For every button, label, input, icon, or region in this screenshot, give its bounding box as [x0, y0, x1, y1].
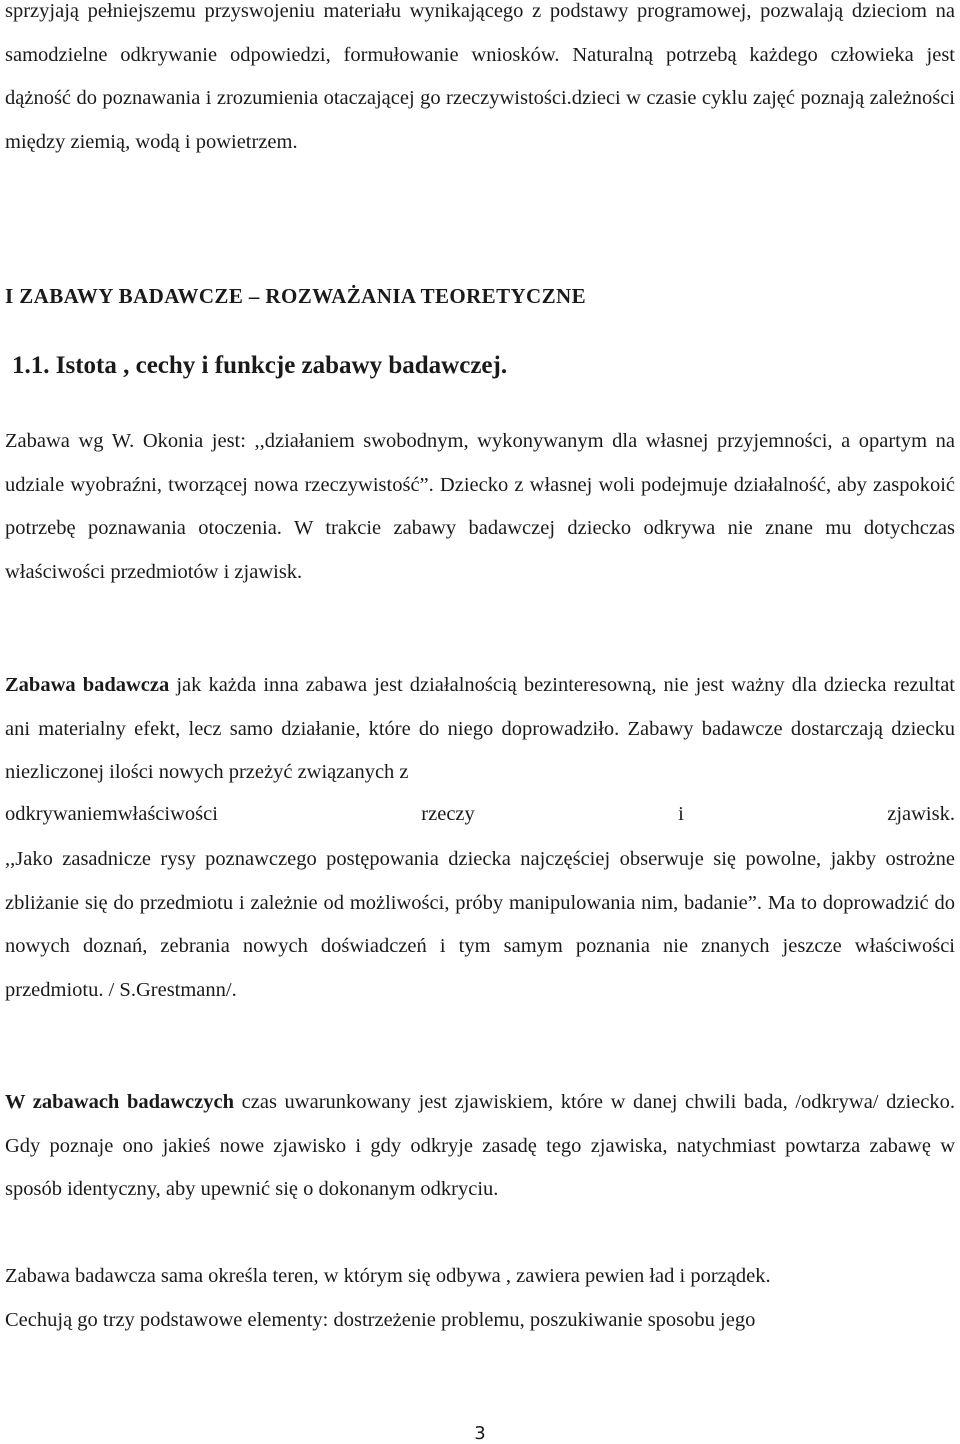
research-play-paragraph [5, 664, 955, 795]
discovery-line [5, 803, 955, 826]
elements-line: Cechują go trzy podstawowe elementy: dostrzeżenie problemu, poszukiwanie sposobu jego [5, 1309, 756, 1331]
page-number: 3 [474, 1423, 486, 1444]
intro-paragraph: sprzyjają pełniejszemu przyswojeniu materiału wynikającego z podstawy programowej, pozwalają dzieciom na samodzielne odkrywanie odpowiedzi, formułowanie wniosków. Naturalną potrzebą każdego człowieka jest dążność do poznawania i zrozumienia otaczającej go rzeczywistości.dzieci w czasie cyklu zajęć poznają zależności między ziemią, wodą i powietrzem. [5, 0, 955, 154]
time-term: W zabawach badawczych [5, 1091, 235, 1113]
time-text: czas uwarunkowany jest zjawiskiem, które w danej chwili bada, /odkrywa/ dziecko. Gdy poznaje ono jakieś nowe zjawisko i gdy odkryje zasadę tego zjawiska, natychmiast powtarza zabawę w sposób identyczny, aby upewnić się o dokonanym odkryciu. [5, 1091, 955, 1201]
discovery-word: rzeczy [421, 803, 475, 825]
research-play-term: Zabawa badawcza [5, 674, 170, 696]
definition-paragraph: Zabawa wg W. Okonia jest: ,,działaniem swobodnym, wykonywanym dla własnej przyjemności, a opartym na udziale wyobraźni, tworzącej nowa rzeczywistość”. Dziecko z własnej woli podejmuje działalność, aby zaspokoić potrzebę poznawania otoczenia. W trakcie zabawy badawczej dziecko odkrywa nie znane mu dotychczas właściwości przedmiotów i zjawisk. [5, 430, 955, 584]
discovery-word: i [678, 803, 684, 825]
chapter-heading: I ZABAWY BADAWCZE – ROZWAŻANIA TEORETYCZNE [5, 284, 587, 308]
terrain-line: Zabawa badawcza sama określa teren, w którym się odbywa , zawiera pewien ład i porządek. [5, 1265, 771, 1287]
discovery-word: zjawisk. [887, 803, 955, 825]
discovery-word: odkrywaniemwłaściwości [5, 803, 218, 825]
time-paragraph [5, 1081, 955, 1212]
section-heading: 1.1. Istota , cechy i funkcje zabawy badawczej. [12, 352, 508, 379]
grestmann-quote-paragraph: ,,Jako zasadnicze rysy poznawczego postępowania dziecka najczęściej obserwuje się powolne, jakby ostrożne zbliżanie się do przedmiotu i zależnie od możliwości, próby manipulowania nim, badanie”. Ma to doprowadzić do nowych doznań, zebrania nowych doświadczeń i tym samym poznania nie znanych jeszcze właściwości przedmiotu. / S.Grestmann/. [5, 848, 955, 1002]
research-play-text: jak każda inna zabawa jest działalnością bezinteresowną, nie jest ważny dla dziecka rezultat ani materialny efekt, lecz samo działanie, które do niego doprowadziło. Zabawy badawcze dostarczają dziecku niezliczonej ilości nowych przeżyć związanych z [5, 674, 955, 784]
